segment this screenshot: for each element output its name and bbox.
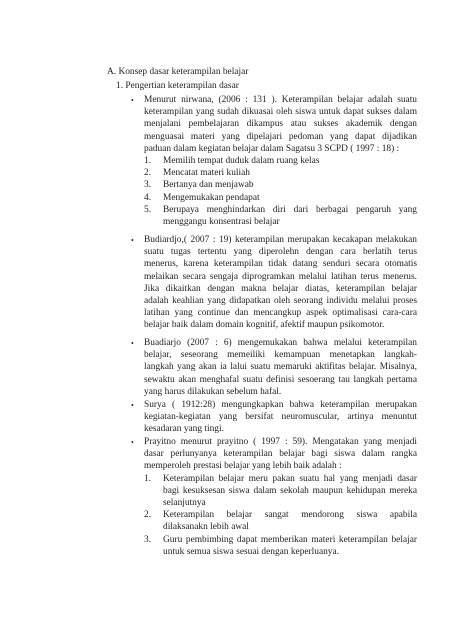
text-line: Mengemukakan pendapat xyxy=(163,192,260,203)
section-heading-a: A. Konsep dasar keterampilan belajar xyxy=(107,67,249,77)
text-line: kesadaran yang tingi. xyxy=(144,424,224,435)
bullet-paragraph xyxy=(144,436,417,473)
text-line: Keterampilan belajar meru pakan suatu hal yang menjadi dasar xyxy=(163,473,417,484)
text-line: menguasai materi yang dipelajari pedoman yang dapat dijadikan xyxy=(144,131,417,142)
list-number: 4. xyxy=(144,192,152,203)
bullet-icon: • xyxy=(131,95,134,105)
text-line: Menurut nirwana, (2006 : 131 ). Keterampilan belajar adalah suatu xyxy=(144,95,417,105)
text-line: belajar, seseorang memeiliki kemampuan menetapkan langkah- xyxy=(144,350,417,361)
text-line: kegiatan-kegiatan yang bersifat neuromuscular, artinya menuntut xyxy=(144,412,417,423)
list-item xyxy=(163,534,417,558)
bullet-paragraph xyxy=(144,399,417,436)
text-line: Prayitno menurut prayitno ( 1997 : 59). Mengatakan yang menjadi xyxy=(144,437,417,447)
text-line: sewaktu akan menghafal suatu definisi sesoerang tau langkah pertama xyxy=(144,374,417,385)
text-line: paduan dalam kegiatan belajar dalam Sagatsu 3 SCPD ( 1997 : 18) : xyxy=(144,143,400,154)
bullet-paragraph xyxy=(144,94,417,155)
text-line: bagi kesuksesan siswa dalam sekolah maupun kehidupan mereka xyxy=(163,485,417,496)
text-line: Budiardjo,( 2007 : 19) keterampilan merupakan kecakapan melakukan xyxy=(144,235,417,245)
list-item xyxy=(163,167,417,179)
text-line: dilaksanakn lebih awal xyxy=(163,522,249,533)
list-item xyxy=(163,204,417,228)
text-line: langkah yang akan ia lalui suatu memaruki aktifitas belajar. Misalnya, xyxy=(144,362,417,373)
list-number: 3. xyxy=(144,180,152,191)
text-line: Mencatat materi kuliah xyxy=(163,168,250,179)
text-line: Surya ( 1912:28) mengungkapkan bahwa keterampilan merupakan xyxy=(144,400,417,410)
bullet-paragraph xyxy=(144,234,417,332)
bullet-icon: • xyxy=(131,338,134,348)
text-line: memperoleh prestasi belajar yang lebih baik adalah : xyxy=(144,461,342,472)
bullet-paragraph xyxy=(144,337,417,398)
text-line: Buadiarjo (2007 : 6) mengemukakan bahwa melalui keterampilan xyxy=(144,338,417,348)
list-item xyxy=(163,473,417,510)
text-line: Bertanya dan menjawab xyxy=(163,180,254,191)
text-line: menjalani pembelajaran dikampus atau sukses akademik dengan xyxy=(144,119,417,130)
text-line: selanjutnya xyxy=(163,498,206,508)
list-item xyxy=(163,179,417,191)
list-number: 2. xyxy=(144,168,152,179)
text-line: Guru pembimbing dapat memberikan materi keterampilan belajar xyxy=(163,534,417,545)
list-number: 5. xyxy=(144,204,152,215)
bullet-icon: • xyxy=(131,235,134,245)
text-line: adalah keahlian yang didapatkan oleh seorang individu melalui proses xyxy=(144,296,417,307)
list-number: 1. xyxy=(144,473,152,484)
text-line: untuk semua siswa sesuai dengan keperluanya. xyxy=(163,546,339,557)
subsection-heading-1: 1. Pengertian keterampilan dasar xyxy=(116,81,239,91)
text-line: yang harus dilakukan sebelum hafal. xyxy=(144,386,282,397)
text-line: menerus, karena keterampilan tidak datang senduri secara otomatis xyxy=(144,259,417,270)
text-line: Keterampilan belajar sangat mendorong siswa apabila xyxy=(163,510,417,521)
list-item xyxy=(163,155,417,167)
list-number: 2. xyxy=(144,510,152,521)
text-line: suatu tugas tertentu yang diperolehn dengan cara berlatih terus xyxy=(144,247,417,258)
text-line: melaikan secara sengaja diprogramkan melalui latihan terus menerus. xyxy=(144,271,417,282)
list-number: 1. xyxy=(144,156,152,166)
text-line: latihan yang continue dan mencangkup aspek optimalisasi cara-cara xyxy=(144,308,417,319)
text-line: Memilih tempat duduk dalam ruang kelas xyxy=(163,156,320,166)
bullet-icon: • xyxy=(131,437,134,447)
text-line: Jika dikaitkan dengan makna belajar diatas, keterampilan belajar xyxy=(144,283,417,294)
text-line: belajar baik dalam domain kognitif, afektif maupun psikomotor. xyxy=(144,320,385,331)
bullet-icon: • xyxy=(131,400,134,410)
text-line: Berupaya menghindarkan diri dari berbagai pengaruh yang xyxy=(163,204,417,215)
list-item xyxy=(163,509,417,533)
list-number: 3. xyxy=(144,534,152,545)
text-line: dasar perlunyanya keterampilan belajar bagi siswa dalam rangka xyxy=(144,449,417,460)
text-line: menggangu konsentrasi belajar xyxy=(163,217,280,227)
list-item xyxy=(163,192,417,204)
text-line: keterampilan yang sudah dikuasai oleh siswa untuk dapat sukses dalam xyxy=(144,107,417,118)
